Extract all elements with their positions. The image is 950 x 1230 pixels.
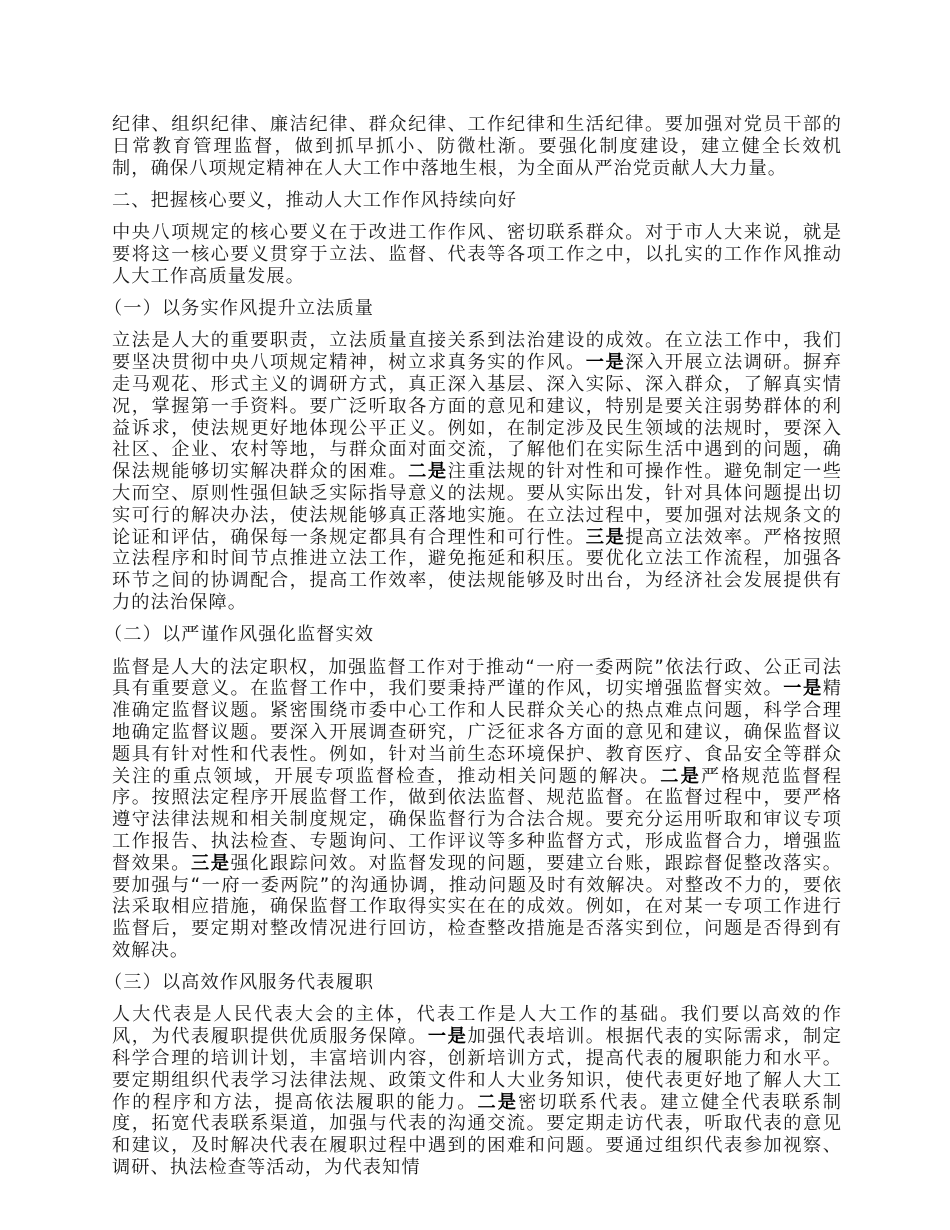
emphasis-label: 二是 bbox=[408, 461, 448, 483]
paragraph-text: 精准确定监督议题。紧密围绕市委中心工作和人民群众关心的热点难点问题，科学合理地确定监督议题。要深入开展调查研究，广泛征求各方面的意见和建议，确保监督议题具有针对性和代表性。例如，针对当前生态环境保护、教育医疗、食品安全等群众关注的重点领域，开展专项监督检查，推动相关问题的解决。 bbox=[112, 678, 842, 787]
section-heading: 二、把握核心要义，推动人大工作作风持续向好 bbox=[112, 189, 518, 211]
paragraph-text: 提高立法效率。严格按照立法程序和时间节点推进立法工作，避免拖延和积压。要优化立法工作流程，加强各环节之间的协调配合，提高工作效率，使法规能够及时出台，为经济社会发展提供有力的法治保障。 bbox=[112, 526, 842, 613]
paragraph-text: 严格规范监督程序。按照法定程序开展监督工作，做到依法监督、规范监督。在监督过程中，要严格遵守法律法规和相关制度规定，确保监督行为合法合规。要充分运用听取和审议专项工作报告、执法检查、专题询问、工作评议等多种监督方式，形成监督合力，增强监督效果。 bbox=[112, 765, 843, 874]
body-paragraph bbox=[112, 330, 842, 613]
paragraph-text: 加强代表培训。根据代表的实际需求，制定科学合理的培训计划，丰富培训内容，创新培训方式，提高代表的履职能力和水平。要定期组织代表学习法律法规、政策文件和人大业务知识，使代表更好地了解人大工作的程序和方法，提高依法履职的能力。 bbox=[112, 1026, 842, 1113]
body-paragraph bbox=[112, 114, 842, 179]
subsection-heading: （二）以严谨作风强化监督实效 bbox=[104, 624, 375, 646]
paragraph-text: 强化跟踪问效。对监督发现的问题，要建立台账，跟踪督促整改落实。要加强与“一府一委两院”的沟通协调，推动问题及时有效解决。对整改不力的，要依法采取相应措施，确保监督工作取得实实在在的成效。例如，在对某一专项工作进行监督后，要定期对整改情况进行回访，检查整改措施是否落实到位，问题是否得到有效解决。 bbox=[112, 852, 842, 961]
document-page bbox=[104, 114, 843, 1189]
body-paragraph bbox=[112, 1004, 842, 1178]
paragraph-text: 监督是人大的法定职权，加强监督工作对于推动“一府一委两院”依法行政、公正司法具有重要意义。在监督工作中，我们要秉持严谨的作风，切实增强监督实效。 bbox=[112, 656, 842, 700]
paragraph-text: 立法是人大的重要职责，立法质量直接关系到法治建设的成效。在立法工作中，我们要坚决贯彻中央八项规定精神，树立求真务实的作风。 bbox=[112, 330, 842, 374]
paragraph-text: 人大代表是人民代表大会的主体，代表工作是人大工作的基础。我们要以高效的作风，为代表履职提供优质服务保障。 bbox=[112, 1004, 842, 1048]
subsection-heading: （三）以高效作风服务代表履职 bbox=[104, 972, 375, 994]
body-paragraph bbox=[112, 222, 842, 287]
paragraph-text: 深入开展立法调研。摒弃走马观花、形式主义的调研方式，真正深入基层、深入实际、深入群众，了解真实情况，掌握第一手资料。要广泛听取各方面的意见和建议，特别是要关注弱势群体的利益诉求，使法规更好地体现公平正义。例如，在制定涉及民生领域的法规时，要深入社区、企业、农村等地，与群众面对面交流，了解他们在实际生活中遇到的问题，确保法规能够切实解决群众的困难。 bbox=[112, 352, 842, 483]
emphasis-label: 三是 bbox=[190, 852, 231, 874]
paragraph-text: 中央八项规定的核心要义在于改进工作作风、密切联系群众。对于市人大来说，就是要将这一核心要义贯穿于立法、监督、代表等各项工作之中，以扎实的工作作风推动人大工作高质量发展。 bbox=[112, 222, 842, 287]
emphasis-label: 一是 bbox=[783, 678, 823, 700]
paragraph-text: 注重法规的针对性和可操作性。避免制定一些大而空、原则性强但缺乏实际指导意义的法规。要从实际出发，针对具体问题提出切实可行的解决办法，使法规能够真正落地实施。在立法过程中，要加强对法规条文的论证和评估，确保每一条规定都具有合理性和可行性。 bbox=[112, 461, 842, 548]
emphasis-label: 二是 bbox=[477, 1091, 519, 1113]
emphasis-label: 二是 bbox=[660, 765, 701, 787]
emphasis-label: 一是 bbox=[427, 1026, 468, 1048]
subsection-heading: （一）以务实作风提升立法质量 bbox=[104, 298, 375, 320]
body-paragraph bbox=[112, 657, 842, 962]
paragraph-text: 纪律、组织纪律、廉洁纪律、群众纪律、工作纪律和生活纪律。要加强对党员干部的日常教育管理监督，做到抓早抓小、防微杜渐。要强化制度建设，建立健全长效机制，确保八项规定精神在人大工作中落地生根，为全面从严治党贡献人大力量。 bbox=[112, 114, 842, 179]
emphasis-label: 一是 bbox=[585, 352, 626, 374]
paragraph-text: 密切联系代表。建立健全代表联系制度，拓宽代表联系渠道，加强与代表的沟通交流。要定期走访代表，听取代表的意见和建议，及时解决代表在履职过程中遇到的困难和问题。要通过组织代表参加视察、调研、执法检查等活动，为代表知情 bbox=[112, 1091, 842, 1179]
emphasis-label: 三是 bbox=[585, 526, 626, 548]
